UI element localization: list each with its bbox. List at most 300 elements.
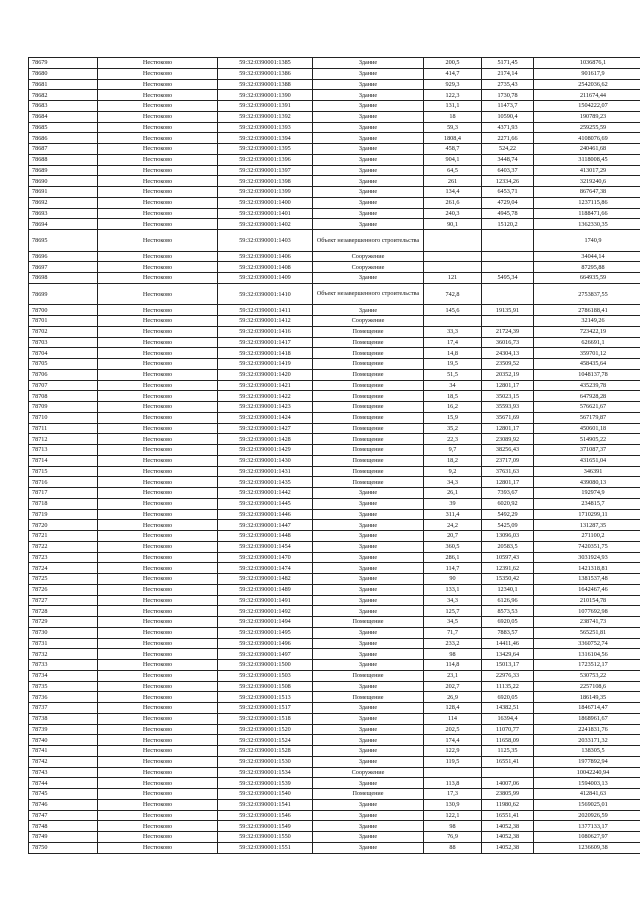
row-number-cell: 78731 [29,638,98,649]
row-number-cell: 78717 [29,488,98,499]
locality-cell: Нестюково [98,821,218,832]
table-row [29,197,640,208]
unit-value-cell: 15350,42 [482,574,534,585]
cadastral-value-cell: 3118008,45 [534,154,640,165]
table-row [29,423,640,434]
cadastral-number-cell: 59:32:0390001:1390 [218,90,313,101]
unit-value-cell [482,316,534,327]
cadastral-number-cell: 59:32:0390001:1492 [218,606,313,617]
area-cell: 14,8 [424,348,482,359]
row-number-cell: 78691 [29,187,98,198]
locality-cell: Нестюково [98,627,218,638]
row-number-cell: 78692 [29,197,98,208]
object-type-cell: Объект незавершенного строительства [313,230,424,252]
row-number-cell: 78739 [29,724,98,735]
row-number-cell: 78687 [29,144,98,155]
cadastral-value-cell: 1740,9 [534,230,640,252]
area-cell: 9,7 [424,445,482,456]
locality-cell: Нестюково [98,111,218,122]
locality-cell: Нестюково [98,574,218,585]
locality-cell: Нестюково [98,79,218,90]
locality-cell: Нестюково [98,305,218,316]
cadastral-number-cell: 59:32:0390001:1524 [218,735,313,746]
table-row [29,402,640,413]
area-cell: 18 [424,111,482,122]
table-row [29,391,640,402]
cadastral-value-cell: 3031924,93 [534,552,640,563]
area-cell: 114 [424,713,482,724]
unit-value-cell [482,767,534,778]
row-number-cell: 78700 [29,305,98,316]
unit-value-cell: 12340,1 [482,584,534,595]
cadastral-number-cell: 59:32:0390001:1424 [218,412,313,423]
cadastral-value-cell: 234815,7 [534,498,640,509]
cadastral-number-cell: 59:32:0390001:1402 [218,219,313,230]
area-cell: 233,2 [424,638,482,649]
area-cell: 19,5 [424,359,482,370]
unit-value-cell: 20352,19 [482,369,534,380]
locality-cell: Нестюково [98,670,218,681]
cadastral-value-cell: 2241831,76 [534,724,640,735]
cadastral-value-cell: 131287,35 [534,520,640,531]
table-body [29,58,640,854]
cadastral-value-cell: 435239,78 [534,380,640,391]
cadastral-number-cell: 59:32:0390001:1397 [218,165,313,176]
row-number-cell: 78750 [29,842,98,853]
locality-cell: Нестюково [98,746,218,757]
locality-cell: Нестюково [98,617,218,628]
cadastral-value-cell: 1362330,35 [534,219,640,230]
object-type-cell: Здание [313,713,424,724]
object-type-cell: Помещение [313,617,424,628]
locality-cell: Нестюково [98,488,218,499]
object-type-cell: Здание [313,842,424,853]
unit-value-cell: 4371,93 [482,122,534,133]
unit-value-cell: 13096,03 [482,531,534,542]
area-cell: 9,2 [424,466,482,477]
area-cell: 20,7 [424,531,482,542]
cadastral-value-cell: 413017,29 [534,165,640,176]
object-type-cell: Помещение [313,369,424,380]
table-row [29,369,640,380]
table-row [29,144,640,155]
unit-value-cell: 4945,78 [482,208,534,219]
object-type-cell: Здание [313,197,424,208]
unit-value-cell: 16551,41 [482,810,534,821]
row-number-cell: 78741 [29,746,98,757]
object-type-cell: Помещение [313,359,424,370]
unit-value-cell: 10590,4 [482,111,534,122]
cadastral-value-cell: 1188471,66 [534,208,640,219]
row-number-cell: 78734 [29,670,98,681]
area-cell: 71,7 [424,627,482,638]
cadastral-value-cell: 346391 [534,466,640,477]
object-type-cell: Здание [313,649,424,660]
area-cell: 33,3 [424,326,482,337]
locality-cell: Нестюково [98,692,218,703]
unit-value-cell: 35593,93 [482,402,534,413]
locality-cell: Нестюково [98,197,218,208]
cadastral-value-cell: 1594003,13 [534,778,640,789]
object-type-cell: Помещение [313,391,424,402]
area-cell: 18,2 [424,455,482,466]
locality-cell: Нестюково [98,541,218,552]
row-number-cell: 78715 [29,466,98,477]
cadastral-number-cell: 59:32:0390001:1395 [218,144,313,155]
table-row [29,445,640,456]
object-type-cell: Здание [313,133,424,144]
table-row [29,208,640,219]
table-row [29,606,640,617]
table-row [29,305,640,316]
locality-cell: Нестюково [98,230,218,252]
locality-cell: Нестюково [98,735,218,746]
row-number-cell: 78743 [29,767,98,778]
cadastral-number-cell: 59:32:0390001:1398 [218,176,313,187]
locality-cell: Нестюково [98,799,218,810]
area-cell: 202,7 [424,681,482,692]
unit-value-cell: 11658,09 [482,735,534,746]
row-number-cell: 78693 [29,208,98,219]
area-cell: 200,5 [424,58,482,69]
locality-cell: Нестюково [98,369,218,380]
row-number-cell: 78698 [29,273,98,284]
area-cell: 98 [424,649,482,660]
table-row [29,810,640,821]
cadastral-number-cell: 59:32:0390001:1429 [218,445,313,456]
cadastral-number-cell: 59:32:0390001:1420 [218,369,313,380]
cadastral-number-cell: 59:32:0390001:1401 [218,208,313,219]
locality-cell: Нестюково [98,606,218,617]
cadastral-value-cell: 2542036,62 [534,79,640,90]
row-number-cell: 78682 [29,90,98,101]
table-row [29,434,640,445]
row-number-cell: 78742 [29,756,98,767]
cadastral-number-cell: 59:32:0390001:1491 [218,595,313,606]
unit-value-cell: 23805,99 [482,789,534,800]
table-row [29,316,640,327]
cadastral-number-cell: 59:32:0390001:1489 [218,584,313,595]
object-type-cell: Здание [313,79,424,90]
locality-cell: Нестюково [98,262,218,273]
unit-value-cell: 6920,05 [482,617,534,628]
table-row [29,111,640,122]
cadastral-number-cell: 59:32:0390001:1419 [218,359,313,370]
cadastral-number-cell: 59:32:0390001:1448 [218,531,313,542]
unit-value-cell: 14007,06 [482,778,534,789]
cadastral-value-cell: 1977892,94 [534,756,640,767]
object-type-cell: Здание [313,176,424,187]
area-cell: 261,6 [424,197,482,208]
object-type-cell: Здание [313,144,424,155]
locality-cell: Нестюково [98,101,218,112]
cadastral-value-cell: 32149,26 [534,316,640,327]
unit-value-cell: 6920,05 [482,692,534,703]
table-row [29,380,640,391]
object-type-cell: Здание [313,219,424,230]
area-cell: 174,4 [424,735,482,746]
cadastral-value-cell: 1237115,86 [534,197,640,208]
object-type-cell: Помещение [313,412,424,423]
unit-value-cell: 1125,35 [482,746,534,757]
area-cell [424,316,482,327]
row-number-cell: 78706 [29,369,98,380]
cadastral-value-cell: 1569025,01 [534,799,640,810]
cadastral-value-cell: 1048137,78 [534,369,640,380]
table-row [29,230,640,252]
row-number-cell: 78720 [29,520,98,531]
area-cell: 22,3 [424,434,482,445]
unit-value-cell: 7883,57 [482,627,534,638]
table-row [29,724,640,735]
area-cell: 76,9 [424,832,482,843]
locality-cell: Нестюково [98,273,218,284]
cadastral-value-cell: 2753837,55 [534,283,640,305]
area-cell: 34 [424,380,482,391]
table-row [29,660,640,671]
locality-cell: Нестюково [98,423,218,434]
object-type-cell: Здание [313,799,424,810]
unit-value-cell: 16551,41 [482,756,534,767]
object-type-cell: Сооружение [313,316,424,327]
cadastral-value-cell: 192974,9 [534,488,640,499]
row-number-cell: 78748 [29,821,98,832]
row-number-cell: 78726 [29,584,98,595]
cadastral-value-cell: 723422,19 [534,326,640,337]
area-cell: 16,2 [424,402,482,413]
row-number-cell: 78708 [29,391,98,402]
row-number-cell: 78685 [29,122,98,133]
area-cell [424,262,482,273]
table-row [29,638,640,649]
unit-value-cell: 13429,64 [482,649,534,660]
table-row [29,79,640,90]
cadastral-value-cell: 1036876,1 [534,58,640,69]
table-row [29,832,640,843]
locality-cell: Нестюково [98,660,218,671]
unit-value-cell: 6126,96 [482,595,534,606]
row-number-cell: 78721 [29,531,98,542]
object-type-cell: Здание [313,208,424,219]
cadastral-number-cell: 59:32:0390001:1427 [218,423,313,434]
object-type-cell: Помещение [313,337,424,348]
area-cell: 414,7 [424,68,482,79]
row-number-cell: 78710 [29,412,98,423]
cadastral-number-cell: 59:32:0390001:1513 [218,692,313,703]
unit-value-cell: 22976,33 [482,670,534,681]
locality-cell: Нестюково [98,563,218,574]
area-cell: 18,5 [424,391,482,402]
table-row [29,273,640,284]
object-type-cell: Помещение [313,477,424,488]
locality-cell: Нестюково [98,219,218,230]
area-cell: 131,1 [424,101,482,112]
row-number-cell: 78727 [29,595,98,606]
table-row [29,176,640,187]
object-type-cell: Помещение [313,445,424,456]
object-type-cell: Сооружение [313,767,424,778]
row-number-cell: 78714 [29,455,98,466]
unit-value-cell: 14052,38 [482,821,534,832]
locality-cell: Нестюково [98,584,218,595]
cadastral-value-cell: 1377133,17 [534,821,640,832]
locality-cell: Нестюково [98,348,218,359]
unit-value-cell: 2271,66 [482,133,534,144]
cadastral-value-cell: 1316104,56 [534,649,640,660]
object-type-cell: Здание [313,154,424,165]
unit-value-cell: 38256,43 [482,445,534,456]
cadastral-number-cell: 59:32:0390001:1428 [218,434,313,445]
table-row [29,359,640,370]
table-row [29,767,640,778]
table-row [29,412,640,423]
table-row [29,821,640,832]
cadastral-value-cell: 431651,04 [534,455,640,466]
cadastral-number-cell: 59:32:0390001:1403 [218,230,313,252]
row-number-cell: 78716 [29,477,98,488]
locality-cell: Нестюково [98,520,218,531]
unit-value-cell [482,251,534,262]
cadastral-value-cell: 4108076,69 [534,133,640,144]
cadastral-number-cell: 59:32:0390001:1520 [218,724,313,735]
area-cell: 130,9 [424,799,482,810]
object-type-cell: Здание [313,111,424,122]
table-row [29,165,640,176]
cadastral-number-cell: 59:32:0390001:1495 [218,627,313,638]
cadastral-value-cell: 458435,64 [534,359,640,370]
area-cell: 98 [424,821,482,832]
cadastral-value-cell: 439080,13 [534,477,640,488]
locality-cell: Нестюково [98,842,218,853]
cadastral-number-cell: 59:32:0390001:1446 [218,509,313,520]
unit-value-cell: 12391,62 [482,563,534,574]
cadastral-number-cell: 59:32:0390001:1392 [218,111,313,122]
object-type-cell: Помещение [313,434,424,445]
unit-value-cell: 21724,39 [482,326,534,337]
locality-cell: Нестюково [98,316,218,327]
cadastral-number-cell: 59:32:0390001:1454 [218,541,313,552]
unit-value-cell [482,283,534,305]
unit-value-cell: 36016,73 [482,337,534,348]
cadastral-number-cell: 59:32:0390001:1470 [218,552,313,563]
cadastral-number-cell: 59:32:0390001:1385 [218,58,313,69]
unit-value-cell [482,230,534,252]
locality-cell: Нестюково [98,283,218,305]
row-number-cell: 78735 [29,681,98,692]
area-cell: 122,1 [424,810,482,821]
cadastral-value-cell: 530753,22 [534,670,640,681]
table-row [29,681,640,692]
cadastral-value-cell: 2033171,32 [534,735,640,746]
area-cell: 742,8 [424,283,482,305]
cadastral-number-cell: 59:32:0390001:1500 [218,660,313,671]
cadastral-value-cell: 450601,18 [534,423,640,434]
cadastral-value-cell: 1710299,11 [534,509,640,520]
area-cell: 145,6 [424,305,482,316]
object-type-cell: Помещение [313,380,424,391]
row-number-cell: 78729 [29,617,98,628]
object-type-cell: Здание [313,520,424,531]
cadastral-value-cell: 626691,1 [534,337,640,348]
object-type-cell: Здание [313,821,424,832]
unit-value-cell: 11473,7 [482,101,534,112]
unit-value-cell: 6020,92 [482,498,534,509]
cadastral-number-cell: 59:32:0390001:1534 [218,767,313,778]
cadastral-number-cell: 59:32:0390001:1546 [218,810,313,821]
table-row [29,552,640,563]
table-row [29,348,640,359]
row-number-cell: 78712 [29,434,98,445]
row-number-cell: 78684 [29,111,98,122]
locality-cell: Нестюково [98,434,218,445]
cadastral-number-cell: 59:32:0390001:1508 [218,681,313,692]
area-cell [424,767,482,778]
table-row [29,735,640,746]
unit-value-cell: 35023,15 [482,391,534,402]
area-cell: 51,5 [424,369,482,380]
table-row [29,262,640,273]
cadastral-number-cell: 59:32:0390001:1497 [218,649,313,660]
area-cell: 202,5 [424,724,482,735]
row-number-cell: 78737 [29,703,98,714]
object-type-cell: Здание [313,681,424,692]
cadastral-number-cell: 59:32:0390001:1391 [218,101,313,112]
area-cell: 240,3 [424,208,482,219]
cadastral-value-cell: 371087,37 [534,445,640,456]
cadastral-number-cell: 59:32:0390001:1421 [218,380,313,391]
area-cell: 17,3 [424,789,482,800]
unit-value-cell: 5425,09 [482,520,534,531]
area-cell: 23,1 [424,670,482,681]
unit-value-cell: 23089,92 [482,434,534,445]
cadastral-value-cell: 87295,88 [534,262,640,273]
unit-value-cell: 11135,22 [482,681,534,692]
cadastral-value-cell: 1868961,67 [534,713,640,724]
cadastral-value-cell: 1846714,47 [534,703,640,714]
locality-cell: Нестюково [98,391,218,402]
object-type-cell: Объект незавершенного строительства [313,283,424,305]
object-type-cell: Сооружение [313,262,424,273]
locality-cell: Нестюково [98,552,218,563]
locality-cell: Нестюково [98,176,218,187]
area-cell: 119,5 [424,756,482,767]
cadastral-number-cell: 59:32:0390001:1474 [218,563,313,574]
row-number-cell: 78694 [29,219,98,230]
cadastral-value-cell: 567179,87 [534,412,640,423]
row-number-cell: 78701 [29,316,98,327]
area-cell: 904,1 [424,154,482,165]
unit-value-cell: 10597,43 [482,552,534,563]
locality-cell: Нестюково [98,445,218,456]
area-cell: 59,3 [424,122,482,133]
object-type-cell: Помещение [313,692,424,703]
table-row [29,799,640,810]
object-type-cell: Здание [313,552,424,563]
area-cell: 34,5 [424,617,482,628]
area-cell: 88 [424,842,482,853]
unit-value-cell: 524,22 [482,144,534,155]
table-row [29,101,640,112]
unit-value-cell: 15120,2 [482,219,534,230]
cadastral-value-cell: 514905,22 [534,434,640,445]
locality-cell: Нестюково [98,466,218,477]
unit-value-cell: 2735,43 [482,79,534,90]
locality-cell: Нестюково [98,778,218,789]
object-type-cell: Здание [313,778,424,789]
object-type-cell: Здание [313,574,424,585]
area-cell: 64,5 [424,165,482,176]
object-type-cell: Здание [313,595,424,606]
